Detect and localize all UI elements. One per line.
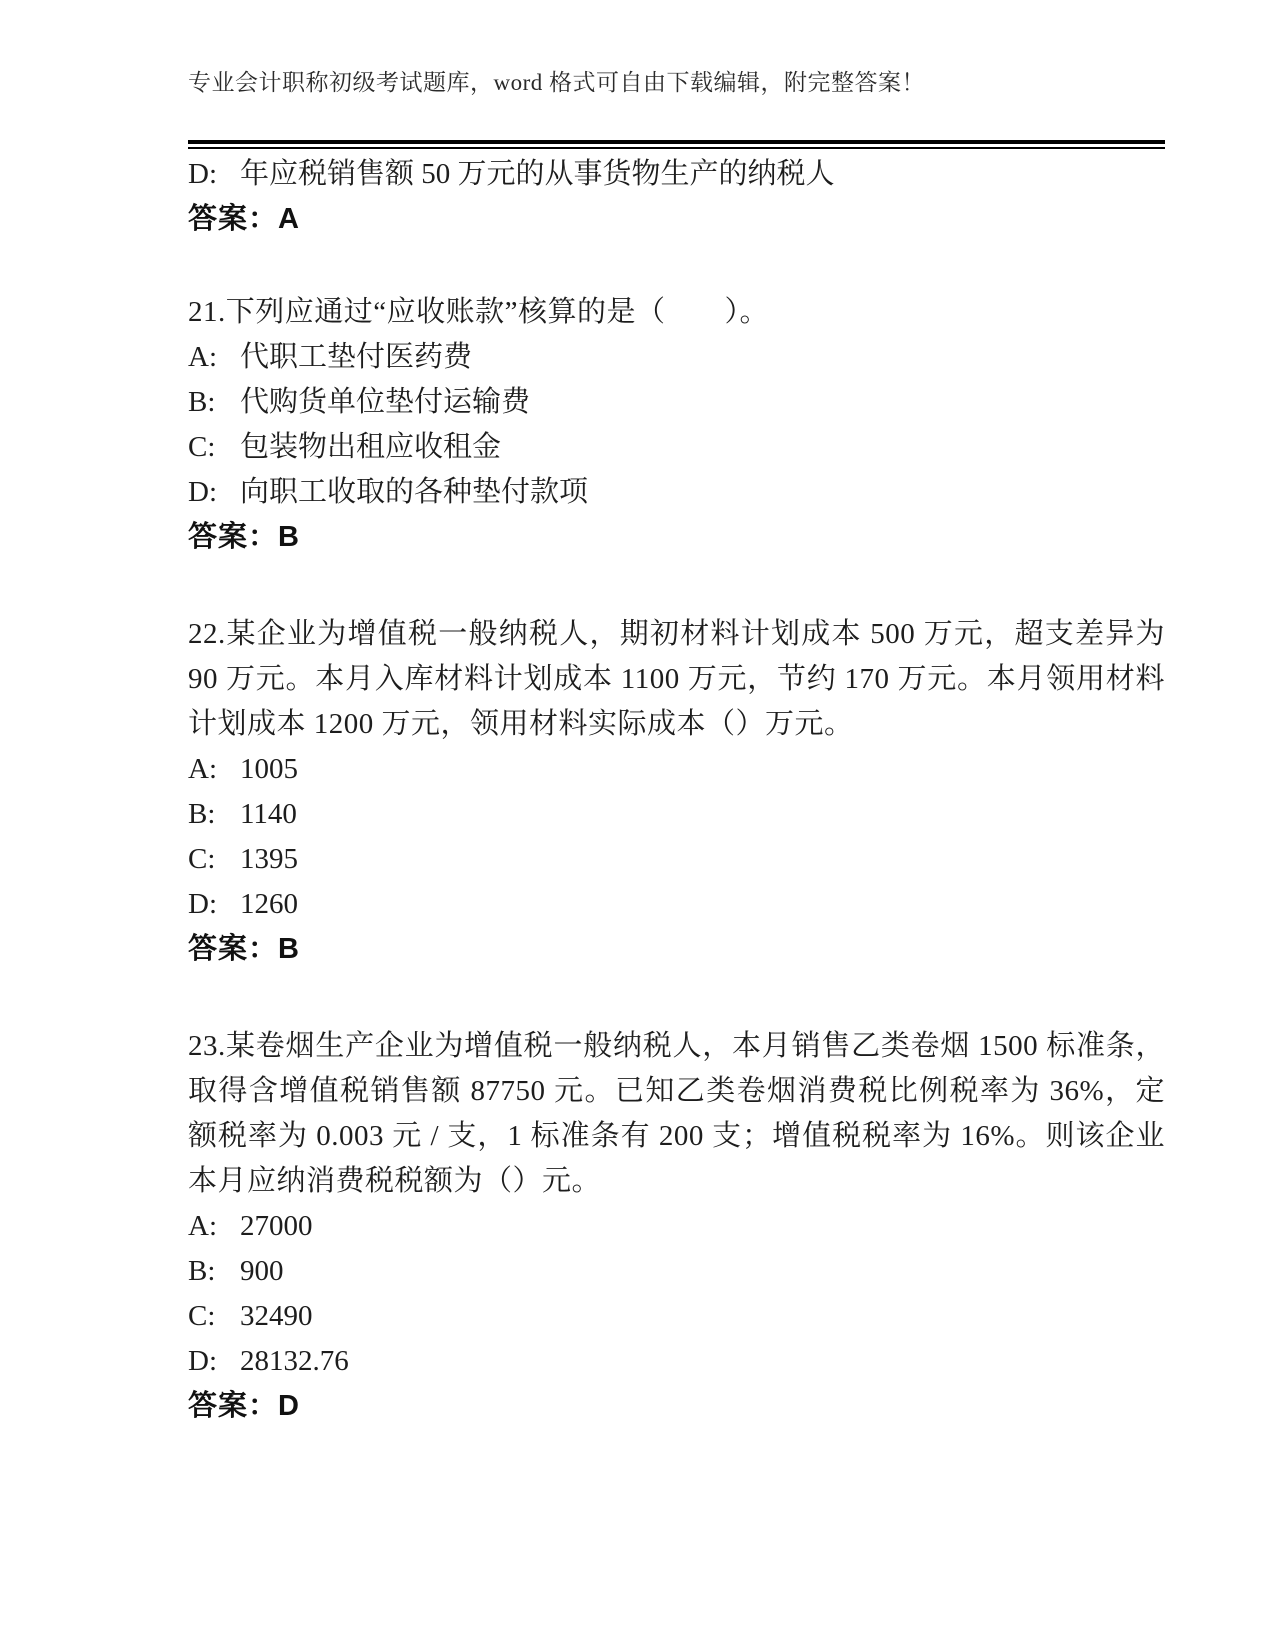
question-number: 21. xyxy=(188,296,226,328)
option-line xyxy=(188,1204,1165,1249)
answer-line xyxy=(188,1384,1165,1429)
option-text: 1260 xyxy=(240,888,298,920)
option-line xyxy=(188,792,1165,837)
question-block-21 xyxy=(188,290,1165,560)
option-text: 1140 xyxy=(240,798,297,830)
option-text: 28132.76 xyxy=(240,1345,349,1377)
question-paragraph xyxy=(188,290,1165,335)
option-text: 1005 xyxy=(240,753,298,785)
answer-value: D xyxy=(278,1390,299,1422)
question-number: 22. xyxy=(188,618,226,650)
option-line xyxy=(188,1339,1165,1384)
answer-label: 答案： xyxy=(188,203,279,235)
question-block-22 xyxy=(188,612,1165,972)
option-line xyxy=(188,380,1165,425)
option-line xyxy=(188,882,1165,927)
option-text: 1395 xyxy=(240,843,298,875)
document-content xyxy=(188,0,1165,1429)
option-line xyxy=(188,470,1165,515)
answer-line xyxy=(188,515,1165,560)
option-line xyxy=(188,747,1165,792)
question-text: 下列应通过“应收账款”核算的是（ ）。 xyxy=(225,296,769,328)
header-divider-rule xyxy=(188,140,1165,149)
option-text: 32490 xyxy=(240,1300,313,1332)
option-line xyxy=(188,152,1165,197)
option-line xyxy=(188,1249,1165,1294)
answer-line xyxy=(188,927,1165,972)
question-paragraph xyxy=(188,1024,1165,1204)
option-label: D: xyxy=(188,476,217,508)
option-line xyxy=(188,1294,1165,1339)
option-label: A: xyxy=(188,1210,217,1242)
answer-label: 答案： xyxy=(188,521,279,553)
answer-line xyxy=(188,197,1165,242)
option-label: C: xyxy=(188,1300,216,1332)
option-text: 包装物出租应收租金 xyxy=(240,431,502,463)
question-block-23 xyxy=(188,1024,1165,1429)
option-text: 代职工垫付医药费 xyxy=(240,341,473,373)
option-label: D: xyxy=(188,1345,217,1377)
answer-label: 答案： xyxy=(188,933,279,965)
option-text: 27000 xyxy=(240,1210,313,1242)
option-text: 年应税销售额 50 万元的从事货物生产的纳税人 xyxy=(240,158,835,190)
document-header-title: 专业会计职称初级考试题库，word 格式可自由下载编辑，附完整答案！ xyxy=(188,70,926,95)
question-text: 某企业为增值税一般纳税人，期初材料计划成本 500 万元，超支差异为 90 万元。本月入库材料计划成本 1100 万元，节约 170 万元。本月领用材料计划成本 1200 万元，领用材料实际成本（）万元。 xyxy=(188,618,1165,740)
option-label: B: xyxy=(188,798,216,830)
option-text: 向职工收取的各种垫付款项 xyxy=(240,476,589,508)
option-label: D: xyxy=(188,888,217,920)
answer-value: B xyxy=(278,933,299,965)
option-text: 900 xyxy=(240,1255,284,1287)
option-text: 代购货单位垫付运输费 xyxy=(240,386,531,418)
option-label: B: xyxy=(188,386,216,418)
question-paragraph xyxy=(188,612,1165,747)
option-line xyxy=(188,335,1165,380)
option-label: D: xyxy=(188,158,217,190)
option-label: A: xyxy=(188,341,217,373)
option-line xyxy=(188,837,1165,882)
question-number: 23. xyxy=(188,1030,226,1062)
option-label: A: xyxy=(188,753,217,785)
option-label: C: xyxy=(188,431,216,463)
option-line xyxy=(188,425,1165,470)
option-label: B: xyxy=(188,1255,216,1287)
answer-label: 答案： xyxy=(188,1390,279,1422)
previous-question-fragment xyxy=(188,152,1165,242)
answer-value: B xyxy=(278,521,299,553)
question-text: 某卷烟生产企业为增值税一般纳税人，本月销售乙类卷烟 1500 标准条，取得含增值税销售额 87750 元。已知乙类卷烟消费税比例税率为 36%，定额税率为 0.003 元 / 支，1 标准条有 200 支；增值税税率为 16%。则该企业本月应纳消费税税额为（）元。 xyxy=(188,1030,1165,1197)
option-label: C: xyxy=(188,843,216,875)
answer-value: A xyxy=(278,203,299,235)
